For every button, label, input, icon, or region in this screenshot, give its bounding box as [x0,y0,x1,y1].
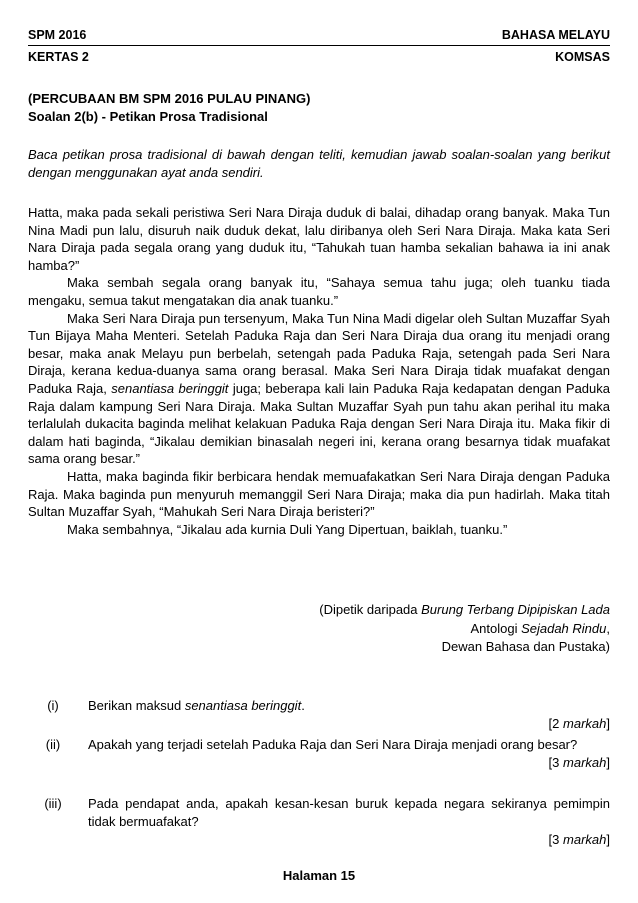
question-text [88,697,610,715]
passage-paragraph-4: Hatta, maka baginda fikir berbicara hendak memuafakatkan Seri Nara Diraja dengan Paduka Raja. Maka baginda pun menyuruh memanggil Seri Nara Diraja; maka dia pun hadirlah. Maka titah Sultan Muzaffar Syah, “Mahukah Seri Nara Diraja beristeri?” [28,468,610,520]
page-header-bottom [28,50,610,66]
question-marks [28,754,610,772]
passage-paragraph-3 [28,310,610,468]
marks-close: ] [606,716,610,731]
header-divider [28,45,610,46]
citation-anthology-label: Antologi [470,620,522,636]
question-number: (ii) [45,737,61,752]
citation-line-3: Dewan Bahasa dan Pustaka) [441,639,610,654]
question-item [28,697,610,733]
question-number: (i) [47,698,59,713]
header-subject-year: SPM 2016 [28,28,87,42]
passage-paragraph-2: Maka sembah segala orang banyak itu, “Sahaya semua tahu juga; oleh tuanku tiada mengaku, semua takut mengatakan dia anak tuanku.” [28,275,610,308]
citation [250,601,610,657]
citation-book-title: Burung Terbang Dipipiskan Lada [421,602,610,617]
question-italic-phrase: senantiasa beringgit [184,698,302,713]
page-title [28,90,610,125]
marks-word: markah [563,832,607,847]
header-subject: BAHASA MELAYU [501,28,610,42]
citation-line-1 [250,601,610,620]
question-text-part-a: Berikan maksud [88,698,185,713]
passage-italic-phrase: senantiasa beringgit [111,380,229,396]
header-paper: KERTAS 2 [28,50,89,64]
citation-prefix: (Dipetik daripada [319,602,422,617]
question-text-part-b: . [301,698,305,713]
question-item [28,736,610,772]
marks-number: [3 [548,755,564,770]
citation-anthology-title: Sejadah Rindu [521,620,607,636]
marks-word: markah [563,755,607,770]
citation-line-2 [250,620,610,639]
instruction-text: Baca petikan prosa tradisional di bawah dengan teliti, kemudian jawab soalan-soalan yang berikut dengan menggunakan ayat anda sendiri. [28,147,610,180]
question-text: Pada pendapat anda, apakah kesan-kesan buruk kepada negara sekiranya pemimpin tidak bermuafakat? [88,796,610,829]
title-line-1: (PERCUBAAN BM SPM 2016 PULAU PINANG) [28,91,311,106]
header-section: KOMSAS [555,50,610,64]
question-text: Apakah yang terjadi setelah Paduka Raja dan Seri Nara Diraja menjadi orang besar? [88,737,578,752]
marks-close: ] [606,832,610,847]
question-item [28,795,610,849]
question-marks [28,831,610,849]
question-marks [28,715,610,733]
passage-paragraph-3-part-a: Maka Seri Nara Diraja pun tersenyum, Maka Tun Nina Madi digelar oleh Sultan Muzaffar Syah Tun Bijaya Maha Menteri. Setelah Paduka Raja dan Seri Nara Diraja dua orang itu menjadi orang besar, maka anak Melayu pun berbelah, setengah pada Paduka Raja, setengah pada Seri Nara Diraja, kerana kedua-duanya sama orang berasal. Maka Seri Nara Diraja tidak muafakat dengan Paduka Raja, [28,310,610,396]
title-line-2: Soalan 2(b) - Petikan Prosa Tradisional [28,108,268,124]
marks-close: ] [606,755,610,770]
passage-paragraph-5: Maka sembahnya, “Jikalau ada kurnia Duli Yang Dipertuan, baiklah, tuanku.” [67,521,508,537]
passage-paragraph-1: Hatta, maka pada sekali peristiwa Seri Nara Diraja duduk di balai, dihadap orang banyak. Maka Tun Nina Madi pun lalu, disuruh naik duduk dekat, lalu diribanya oleh Seri Nara Diraja. Maka kata Seri Nara Diraja pada segala orang yang duduk itu, “Tahukah tuan hamba sekalian bahawa ia ini anak hamba?” [28,205,610,273]
citation-comma: , [606,620,610,636]
instruction [28,146,610,181]
passage-paragraph-3-part-b: juga; beberapa kali lain Paduka Raja kedapatan dengan Paduka Raja dalam kampung Seri Nara Diraja. Maka Sultan Muzaffar Syah pun tahu akan perihal itu maka terlalulah dukacita baginda melihat kelakuan Paduka Raja dengan Seri Nara Diraja itu. Maka fikir di dalam hati baginda, “Jikalau demikian binasalah negeri ini, kerana orang besarnya tidak muafakat sama orang besar.” [28,380,610,467]
marks-number: [2 [548,716,564,731]
page-header-top [28,28,610,44]
marks-word: markah [563,716,607,731]
question-number: (iii) [44,796,62,811]
passage [28,204,610,538]
page-number: Halaman 15 [282,868,356,883]
marks-number: [3 [548,832,564,847]
